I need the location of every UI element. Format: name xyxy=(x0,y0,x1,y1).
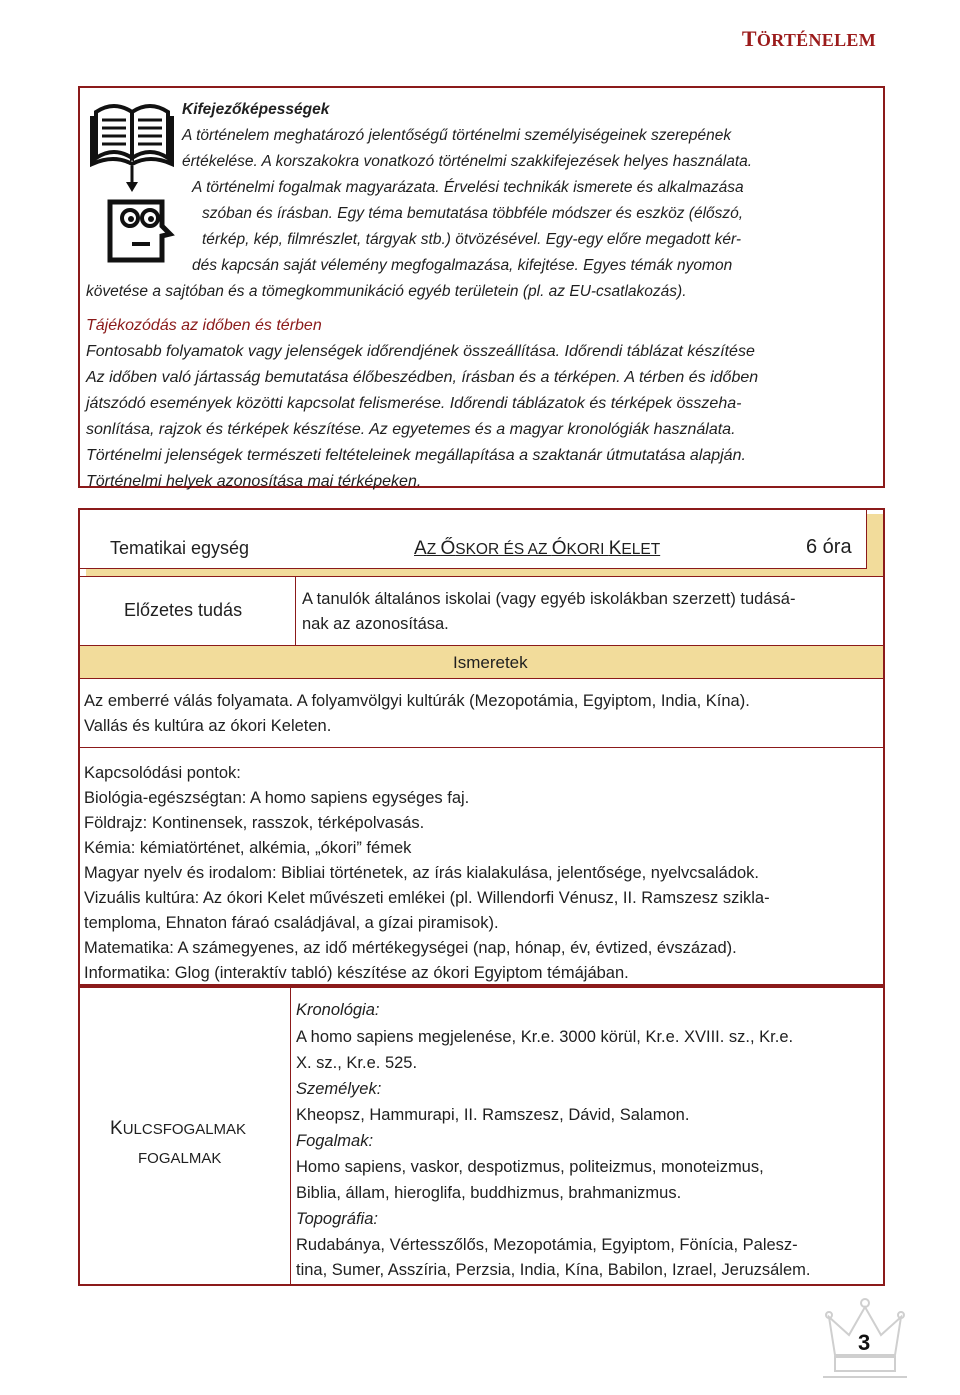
unit-title: AZ ŐSKOR ÉS AZ ÓKORI KELET xyxy=(414,538,661,559)
key-concepts-table xyxy=(78,986,885,1286)
concepts-text: Homo sapiens, vaskor, despotizmus, politeizmus, monoteizmus, xyxy=(296,1158,764,1176)
text-line: sonlítása, rajzok és térképek készítése. Az egyetemes és a magyar kronológiák használata. xyxy=(86,421,736,438)
header-row-shadow-bottom xyxy=(86,568,883,576)
knowledge-text: Vallás és kultúra az ókori Keleten. xyxy=(84,717,332,735)
connection-item: Matematika: A számegyenes, az idő mértékegységei (nap, hónap, év, évtized, évszázad). xyxy=(84,939,737,957)
section-heading-skills: Kifejezőképességek xyxy=(182,101,330,118)
text-line: Az időben való jártasság bemutatása élőbeszédben, írásban és a térképen. A térben és időben xyxy=(86,369,759,386)
prior-knowledge-text: nak az azonosítása. xyxy=(302,615,449,633)
text-line: Történelmi jelenségek természeti feltételeinek megállapítása a szaktanár útmutatása alapján. xyxy=(86,447,746,464)
thematic-unit-table xyxy=(78,508,885,986)
concepts-text: Biblia, állam, hieroglifa, buddhizmus, brahmanizmus. xyxy=(296,1184,682,1202)
prior-knowledge-text: A tanulók általános iskolai (vagy egyéb iskolákban szerzett) tudásá- xyxy=(302,590,796,608)
text-line: dés kapcsán saját vélemény megfogalmazása, kifejtése. Egyes témák nyomon xyxy=(192,257,733,274)
text-line: Történelmi helyek azonosítása mai térképeken. xyxy=(86,473,422,490)
prior-knowledge-label: Előzetes tudás xyxy=(124,600,243,620)
topography-text: tina, Sumer, Asszíria, Perzsia, India, Kína, Babilon, Izrael, Jeruzsálem. xyxy=(296,1261,811,1279)
text-line: követése a sajtóban és a tömegkommunikáció egyéb területein (pl. az EU-csatlakozás). xyxy=(86,283,687,300)
knowledge-text: Az emberré válás folyamata. A folyamvölgyi kultúrák (Mezopotámia, Egyiptom, India, Kína). xyxy=(84,692,750,710)
connection-item: Vizuális kultúra: Az ókori Kelet művészeti emlékei (pl. Willendorfi Vénusz, II. Ramszesz szikla- xyxy=(84,889,770,907)
connection-item: temploma, Ehnaton fáraó családjával, a gízai piramisok). xyxy=(84,914,499,932)
concepts-label-italic: Fogalmak: xyxy=(296,1132,374,1150)
connection-item: Földrajz: Kontinensek, rasszok, térképolvasás. xyxy=(84,814,425,832)
header-row-shadow-right xyxy=(866,514,883,576)
topography-text: Rudabánya, Vértesszőlős, Mezopotámia, Egyiptom, Fönícia, Palesz- xyxy=(296,1236,798,1254)
concepts-label: FOGALMAK xyxy=(138,1150,222,1167)
text-line: térkép, kép, filmrészlet, tárgyak stb.) ötvözésével. Egy-egy előre megadott kér- xyxy=(202,231,742,248)
section-heading-orientation: Tájékozódás az időben és térben xyxy=(86,317,322,334)
chronology-label: Kronológia: xyxy=(296,1001,380,1019)
page-header-title: TÖRTÉNELEM xyxy=(741,26,876,51)
text-line: Fontosabb folyamatok vagy jelenségek időrendjének összeállítása. Időrendi táblázat készítése xyxy=(86,343,755,360)
chronology-text: A homo sapiens megjelenése, Kr.e. 3000 körül, Kr.e. XVIII. sz., Kr.e. xyxy=(296,1028,794,1046)
key-concepts-label: KULCSFOGALMAK xyxy=(110,1118,247,1139)
chronology-text: X. sz., Kr.e. 525. xyxy=(296,1054,418,1072)
unit-hours: 6 óra xyxy=(806,536,852,558)
text-line: játszódó események közötti kapcsolat felismerése. Időrendi táblázatok és térképek összeha- xyxy=(86,395,742,412)
knowledge-label: Ismeretek xyxy=(453,653,528,672)
connection-item: Informatika: Glog (interaktív tabló) készítése az ókori Egyiptom témájában. xyxy=(84,964,629,982)
skills-box xyxy=(78,86,885,488)
connection-item: Biológia-egészségtan: A homo sapiens egységes faj. xyxy=(84,789,470,807)
text-line: szóban és írásban. Egy téma bemutatása többféle módszer és eszköz (élőszó, xyxy=(202,205,744,222)
topography-label: Topográfia: xyxy=(296,1210,378,1228)
text-line: A történelmi fogalmak magyarázata. Érvelési technikák ismerete és alkalmazása xyxy=(192,179,744,196)
connection-item: Kémia: kémiatörténet, alkémia, „ókori” fémek xyxy=(84,839,412,857)
page-number: 3 xyxy=(858,1330,871,1355)
text-line: értékelése. A korszakokra vonatkozó történelmi szakkifejezések helyes használata. xyxy=(182,153,753,170)
connection-item: Magyar nyelv és irodalom: Bibliai történetek, az írás kialakulása, jelentősége, nyelvcsaládok. xyxy=(84,864,760,882)
persons-text: Kheopsz, Hammurapi, II. Ramszesz, Dávid, Salamon. xyxy=(296,1106,690,1124)
connections-label: Kapcsolódási pontok: xyxy=(84,764,241,782)
persons-label: Személyek: xyxy=(296,1080,382,1098)
open-book-icon xyxy=(88,94,180,264)
text-line: A történelem meghatározó jelentőségű történelmi személyiségeinek szerepének xyxy=(182,127,732,144)
thematic-unit-label: Tematikai egység xyxy=(110,538,250,558)
